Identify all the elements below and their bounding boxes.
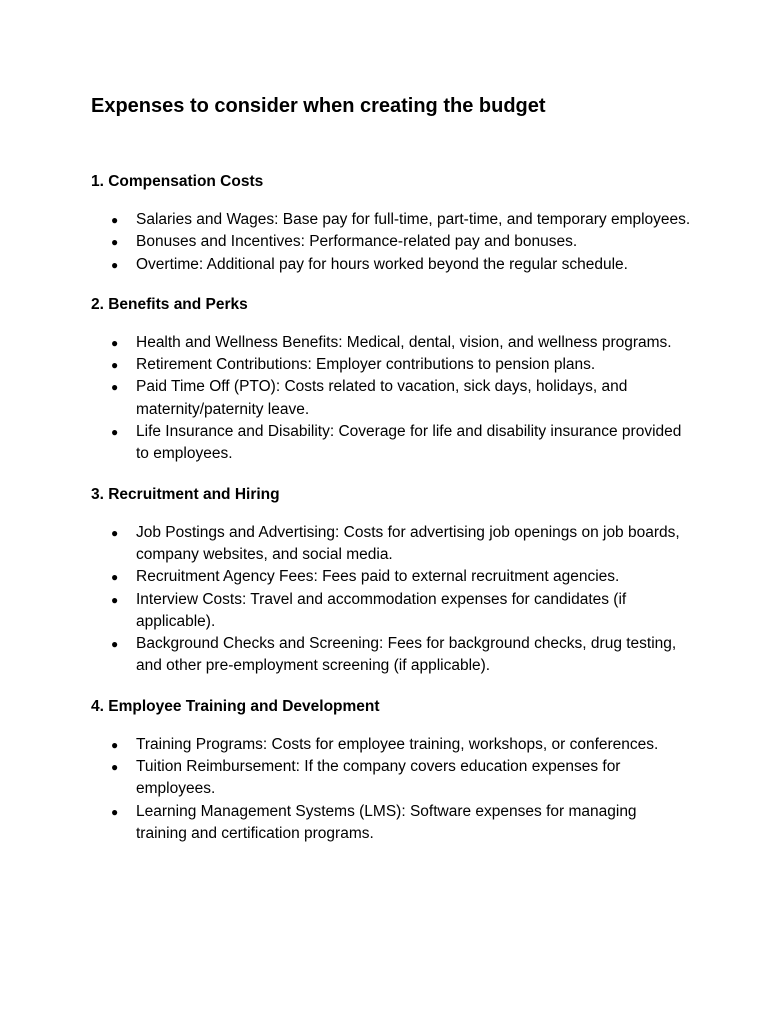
bullet-icon: ● xyxy=(111,213,119,227)
list-item xyxy=(91,376,691,421)
bullet-list xyxy=(91,332,691,466)
list-item xyxy=(91,522,691,567)
section-employee-training-and-development xyxy=(91,696,691,845)
list-item-text: Job Postings and Advertising: Costs for advertising job openings on job boards, company websites, and social media. xyxy=(136,523,680,563)
list-item xyxy=(91,209,691,231)
document-page xyxy=(91,92,691,845)
list-item xyxy=(91,589,691,634)
bullet-list xyxy=(91,734,691,845)
list-item-text: Retirement Contributions: Employer contributions to pension plans. xyxy=(136,356,596,374)
section-heading: 1. Compensation Costs xyxy=(91,173,264,190)
list-item xyxy=(91,801,691,846)
section-recruitment-and-hiring xyxy=(91,484,691,678)
bullet-icon: ● xyxy=(111,380,119,395)
list-item-text: Overtime: Additional pay for hours worked beyond the regular schedule. xyxy=(136,255,628,273)
section-heading: 4. Employee Training and Development xyxy=(91,697,380,715)
bullet-icon: ● xyxy=(111,425,119,440)
list-item-text: Bonuses and Incentives: Performance-related pay and bonuses. xyxy=(136,233,578,251)
bullet-icon: ● xyxy=(111,257,119,272)
list-item-text: Health and Wellness Benefits: Medical, dental, vision, and wellness programs. xyxy=(136,333,672,351)
list-item xyxy=(91,566,691,588)
document-title: Expenses to consider when creating the budget xyxy=(91,95,546,117)
list-item xyxy=(91,756,691,801)
list-item-text: Training Programs: Costs for employee training, workshops, or conferences. xyxy=(136,735,659,753)
bullet-icon: ● xyxy=(111,737,119,752)
bullet-icon: ● xyxy=(111,358,119,373)
list-item-text: Life Insurance and Disability: Coverage for life and disability insurance provided to employees. xyxy=(136,423,682,463)
list-item-text: Salaries and Wages: Base pay for full-time, part-time, and temporary employees. xyxy=(136,211,691,228)
section-compensation-costs xyxy=(91,171,691,276)
bullet-list xyxy=(91,209,691,276)
section-benefits-and-perks xyxy=(91,294,691,466)
section-heading: 2. Benefits and Perks xyxy=(91,295,248,313)
list-item-text: Background Checks and Screening: Fees for background checks, drug testing, and other pre-employment screening (if applicable). xyxy=(136,635,677,675)
list-item-text: Learning Management Systems (LMS): Software expenses for managing training and certification programs. xyxy=(136,802,637,842)
bullet-icon: ● xyxy=(111,525,119,540)
list-item xyxy=(91,332,691,354)
bullet-icon: ● xyxy=(111,592,119,607)
bullet-icon: ● xyxy=(111,804,119,819)
bullet-icon: ● xyxy=(111,570,119,585)
list-item xyxy=(91,354,691,376)
list-item-text: Tuition Reimbursement: If the company covers education expenses for employees. xyxy=(136,758,621,798)
list-item-text: Recruitment Agency Fees: Fees paid to external recruitment agencies. xyxy=(136,568,620,586)
list-item xyxy=(91,633,691,678)
bullet-icon: ● xyxy=(111,235,119,250)
list-item xyxy=(91,231,691,253)
section-heading: 3. Recruitment and Hiring xyxy=(91,485,280,503)
bullet-icon: ● xyxy=(111,760,119,775)
bullet-icon: ● xyxy=(111,335,119,350)
list-item-text: Interview Costs: Travel and accommodation expenses for candidates (if applicable). xyxy=(136,590,627,630)
bullet-icon: ● xyxy=(111,637,119,652)
list-item xyxy=(91,421,691,466)
list-item xyxy=(91,734,691,756)
bullet-list xyxy=(91,522,691,678)
list-item xyxy=(91,254,691,276)
list-item-text: Paid Time Off (PTO): Costs related to vacation, sick days, holidays, and maternity/paternity leave. xyxy=(136,378,628,418)
